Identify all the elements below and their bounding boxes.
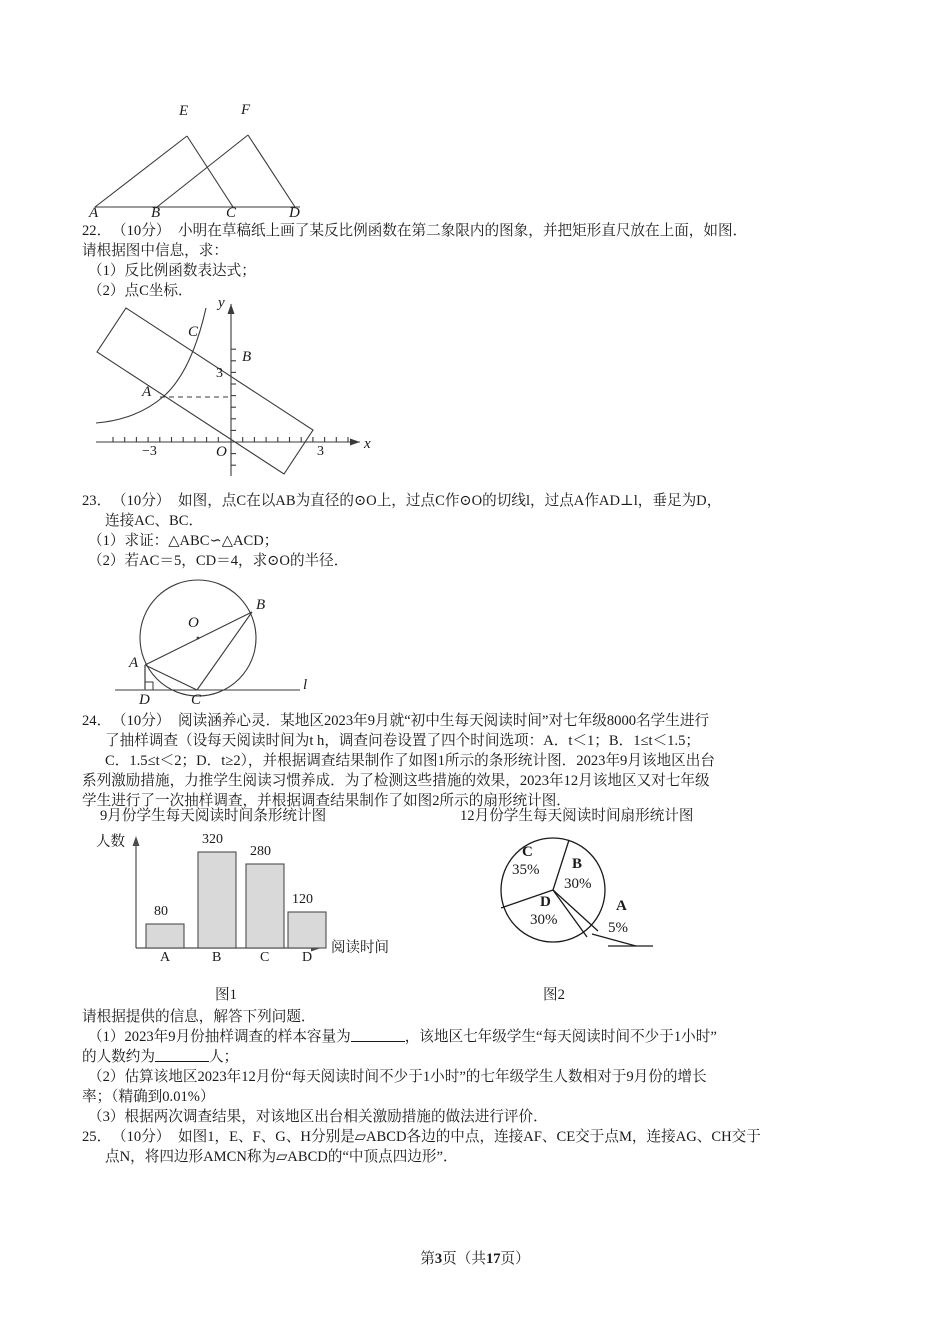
q23-point-A: A [129, 655, 139, 671]
q24-stem-line3: C．1.5≤t＜2；D．t≥2），并根据调查结果制作了如图1所示的条形统计图．2023年9月该地区出台 [105, 753, 715, 769]
footer-prefix: 第 [420, 1251, 435, 1267]
q23-point-C: C [191, 692, 202, 708]
q22-stem-line2: 请根据图中信息，求： [82, 243, 228, 259]
pie-label-C: C [522, 844, 533, 860]
triangle-label-F: F [241, 102, 251, 118]
q24-sub2-line1: （2）估算该地区2023年12月份“每天阅读时间不少于1小时”的七年级学生人数相对于9月份的增长 [88, 1069, 707, 1085]
q24-sub1-text-d: 人； [208, 1049, 239, 1065]
q22-number: 22． [82, 223, 112, 239]
q24-sub1-text-c: 的人数约为 [82, 1049, 155, 1065]
q23-point-B: B [256, 597, 266, 613]
triangle-label-C: C [226, 205, 237, 221]
bar-value-A: 80 [154, 904, 168, 919]
pie-value-D: 30% [530, 912, 558, 928]
triangle-label-A: A [89, 205, 99, 221]
q24-number: 24． [82, 713, 112, 729]
q23-number: 23． [82, 493, 112, 509]
q24-stem-line5: 学生进行了一次抽样调查，并根据调查结果制作了如图2所示的扇形统计图． [82, 793, 571, 809]
q22-sub2-text: （2）点C坐标． [88, 283, 193, 299]
figure-caption-2: 图2 [543, 987, 565, 1003]
pie-value-B: 30% [564, 876, 592, 892]
q23-stem-line1: 如图，点C在以AB为直径的⊙O上，过点C作⊙O的切线l，过点A作AD⊥l，垂足为D， [178, 493, 722, 509]
q23-sub2: （2）若AC＝5，CD＝4，求⊙O的半径． [88, 553, 349, 569]
bar-chart [88, 826, 428, 971]
figure-caption-1: 图1 [215, 987, 237, 1003]
q22-stem-line1: 小明在草稿纸上画了某反比例函数在第二象限内的图象，并把矩形直尺放在上面，如图． [178, 223, 748, 239]
q24-prompt: 请根据提供的信息，解答下列问题． [82, 1009, 316, 1025]
pie-label-B: B [572, 856, 583, 872]
footer-mid: 页（共 [442, 1251, 486, 1267]
q22-tick-pos3: 3 [317, 444, 324, 459]
q23-center-O: O [188, 615, 199, 631]
q25-number: 25． [82, 1129, 112, 1145]
bar-value-B: 320 [202, 832, 223, 847]
q24-sub3: （3）根据两次调查结果，对该地区出台相关激励措施的做法进行评价． [88, 1109, 548, 1125]
q22-sub1: （1）反比例函数表达式； [88, 263, 256, 279]
chart-title-bar: 9月份学生每天阅读时间条形统计图 [100, 808, 327, 824]
triangle-label-E: E [179, 103, 189, 119]
q22-point-A: A [142, 384, 152, 400]
q24-sub1-line1 [88, 1027, 717, 1047]
q22-point-C: C [188, 324, 199, 340]
q25-stem-line2: 点N，将四边形AMCN称为▱ABCD的“中顶点四边形”． [105, 1149, 458, 1165]
q23-score: （10分） [112, 493, 171, 509]
triangle-label-B: B [151, 205, 161, 221]
q24-sub1-text-a: （1）2023年9月份抽样调查的样本容量为 [88, 1029, 351, 1045]
bar-chart-xlabel: 阅读时间 [331, 940, 389, 956]
q24-sub1-text-b: ，该地区七年级学生“每天阅读时间不少于1小时” [404, 1029, 717, 1045]
q24-sub1-line2 [82, 1047, 238, 1067]
bar-category-A: A [160, 950, 171, 965]
q23-circle-figure [85, 570, 315, 720]
page-footer [0, 1247, 950, 1268]
q24-stem-line1: 阅读涵养心灵．某地区2023年9月就“初中生每天阅读时间”对七年级8000名学生进行 [178, 713, 710, 729]
q22-tick-y3: 3 [216, 366, 223, 381]
q24-stem-line4: 系列激励措施，力推学生阅读习惯养成．为了检测这些措施的效果，2023年12月该地区又对七年级 [82, 773, 710, 789]
q24-sub2-line2: 率；（精确到0.01%） [82, 1089, 215, 1105]
footer-suffix: 页） [500, 1251, 530, 1267]
triangle-figure [85, 102, 315, 221]
bar-category-C: C [260, 950, 270, 965]
chart-title-pie: 12月份学生每天阅读时间扇形统计图 [460, 808, 694, 824]
q23-stem-line2: 连接AC、BC． [105, 513, 204, 529]
pie-label-A: A [616, 898, 627, 914]
footer-page-number: 3 [434, 1251, 443, 1267]
q22-axis-y-label: y [218, 295, 225, 311]
bar-category-B: B [212, 950, 222, 965]
q24-score: （10分） [112, 713, 171, 729]
pie-chart [468, 832, 678, 967]
q22-axis-x-label: x [364, 436, 371, 452]
bar-value-D: 120 [292, 892, 313, 907]
q23-point-D: D [139, 692, 150, 708]
q22-tick-neg3: −3 [142, 444, 157, 459]
q22-origin-label: O [216, 444, 227, 460]
pie-value-A: 5% [608, 920, 628, 936]
answer-blank-sample-size[interactable] [351, 1028, 405, 1042]
bar-chart-ylabel: 人数 [96, 834, 125, 850]
q22-score: （10分） [112, 223, 171, 239]
bar-value-C: 280 [250, 844, 271, 859]
triangle-label-D: D [289, 205, 300, 221]
q25-stem-line1: 如图1，E、F、G、H分别是▱ABCD各边的中点，连接AF、CE交于点M，连接AG、CH交于 [178, 1129, 761, 1145]
pie-value-C: 35% [512, 862, 540, 878]
q23-sub1: （1）求证：△ABC∽△ACD； [88, 533, 279, 549]
q22-graph-figure [88, 294, 388, 484]
footer-total-pages: 17 [485, 1251, 501, 1267]
pie-label-D: D [540, 894, 551, 910]
q23-line-label-l: l [303, 677, 308, 693]
q25-score: （10分） [112, 1129, 171, 1145]
q22-point-B: B [242, 349, 252, 365]
q24-stem-line2: 了抽样调查（设每天阅读时间为t h，调查问卷设置了四个时间选项：A．t＜1；B．1≤t＜1.5； [105, 733, 701, 749]
answer-blank-student-count[interactable] [155, 1048, 209, 1062]
bar-category-D: D [302, 950, 313, 965]
